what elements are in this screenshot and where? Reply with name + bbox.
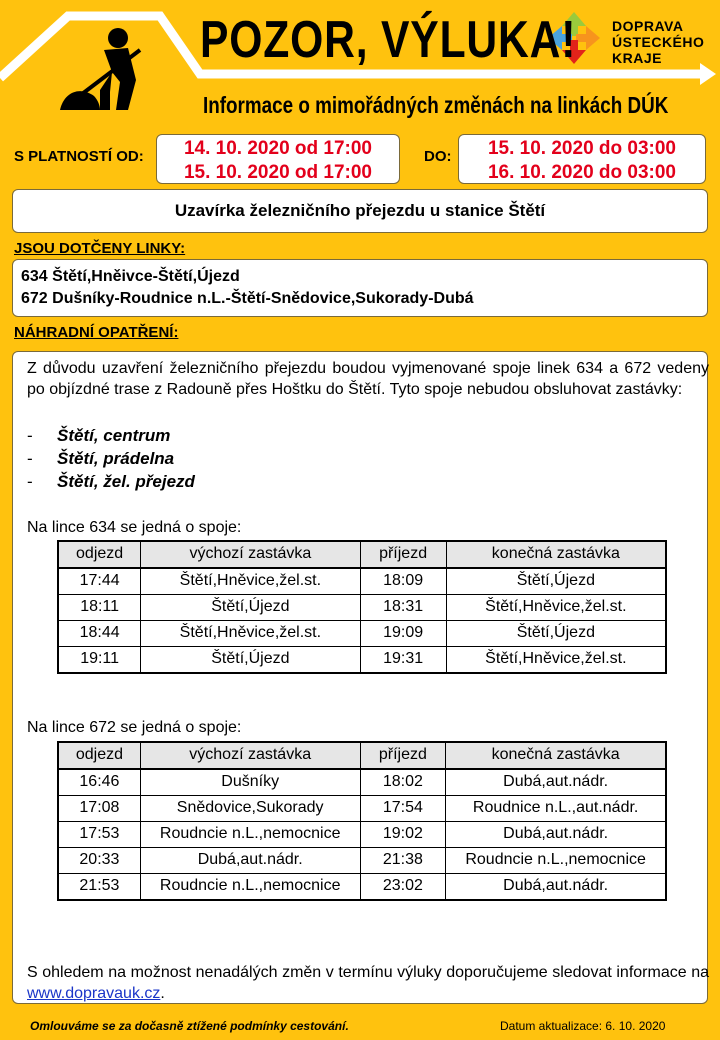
cell-arrival: 18:02 [360, 769, 446, 796]
bullet-dash: - [27, 426, 33, 445]
page-subtitle: Informace o mimořádných změnách na linkách DÚK [203, 92, 669, 118]
bullet-dash: - [27, 472, 33, 491]
validity-to-label: DO: [424, 148, 452, 165]
affected-lines-box [12, 259, 708, 317]
roadworker-icon [60, 28, 140, 110]
stop-name: Štětí, žel. přejezd [57, 472, 195, 491]
cell-destination: Roudncie n.L.,nemocnice [446, 848, 666, 874]
cell-departure: 21:53 [58, 874, 140, 901]
col-header: příjezd [360, 742, 446, 769]
cell-departure: 18:11 [58, 595, 141, 621]
cell-arrival: 23:02 [360, 874, 446, 901]
validity-to-box [458, 134, 706, 184]
stop-item [27, 426, 170, 447]
dopravauk-link[interactable]: www.dopravauk.cz [27, 984, 161, 1002]
col-header: konečná zastávka [446, 541, 666, 568]
measures-box [12, 351, 708, 1004]
affected-label: JSOU DOTČENY LINKY: [14, 240, 186, 257]
footer-updated: Datum aktualizace: 6. 10. 2020 [500, 1019, 666, 1033]
table-row [58, 647, 666, 674]
logo-text [612, 18, 704, 66]
cell-origin: Štětí,Újezd [141, 647, 360, 674]
cell-origin: Snědovice,Sukorady [140, 796, 360, 822]
table-row [58, 568, 666, 595]
validity-from-label: S PLATNOSTÍ OD: [14, 148, 144, 165]
closing-text [27, 963, 709, 1004]
cell-departure: 17:53 [58, 822, 140, 848]
logo-line: DOPRAVA [612, 18, 684, 34]
to-date: 15. 10. 2020 do 03:00 [487, 138, 676, 159]
stop-item [27, 449, 174, 470]
cell-origin: Dušníky [140, 769, 360, 796]
road-arrow-icon [700, 63, 716, 85]
logo-line: ÚSTECKÉHO [612, 34, 705, 50]
from-date: 15. 10. 2020 od 17:00 [183, 162, 372, 183]
table-row [58, 595, 666, 621]
table672-caption: Na lince 672 se jedná o spoje: [27, 719, 242, 736]
headline: Uzavírka železničního přejezdu u stanice Štětí [174, 201, 546, 220]
cell-destination: Dubá,aut.nádr. [446, 874, 666, 901]
cell-departure: 17:08 [58, 796, 140, 822]
footer-apology: Omlouváme se za dočasně ztížené podmínky cestování. [30, 1019, 349, 1033]
cell-arrival: 19:09 [360, 621, 446, 647]
cell-arrival: 21:38 [360, 848, 446, 874]
table634-caption: Na lince 634 se jedná o spoje: [27, 519, 242, 536]
stop-item [27, 472, 195, 493]
cell-departure: 18:44 [58, 621, 141, 647]
table-row [58, 874, 666, 901]
cell-arrival: 18:31 [360, 595, 446, 621]
table-row [58, 796, 666, 822]
cell-origin: Dubá,aut.nádr. [140, 848, 360, 874]
affected-line: 672 Dušníky-Roudnice n.L.-Štětí-Snědovice,Sukorady-Dubá [21, 290, 474, 307]
affected-line: 634 Štětí,Hněivce-Štětí,Újezd [21, 268, 240, 285]
table-672 [57, 741, 667, 901]
measures-intro: Z důvodu uzavření železničního přejezdu boudou vyjmenované spoje linek 634 a 672 vedeny po objízdné trase z Radouně přes Hoštku do Štětí. Tyto spoje nebudou obsluhovat zastávky: [27, 360, 709, 398]
table-header-row [58, 742, 666, 769]
validity-from-box [156, 134, 400, 184]
cell-departure: 17:44 [58, 568, 141, 595]
table-row [58, 822, 666, 848]
table-row [58, 848, 666, 874]
cell-destination: Štětí,Újezd [446, 568, 666, 595]
cell-destination: Štětí,Újezd [446, 621, 666, 647]
closing-period: . [160, 984, 165, 1002]
col-header: výchozí zastávka [141, 541, 360, 568]
logo-line: KRAJE [612, 50, 662, 66]
to-date: 16. 10. 2020 do 03:00 [487, 162, 676, 183]
table-634 [57, 540, 667, 674]
closing-sentence: S ohledem na možnost nenadálých změn v termínu výluky doporučujeme sledovat informace na [27, 964, 709, 981]
col-header: odjezd [58, 541, 141, 568]
cell-destination: Štětí,Hněvice,žel.st. [446, 595, 666, 621]
cell-departure: 20:33 [58, 848, 140, 874]
col-header: konečná zastávka [446, 742, 666, 769]
cell-origin: Štětí,Újezd [141, 595, 360, 621]
stop-name: Štětí, centrum [57, 426, 171, 445]
measures-label: NÁHRADNÍ OPATŘENÍ: [14, 324, 179, 341]
bullet-dash: - [27, 449, 33, 468]
cell-origin: Štětí,Hněvice,žel.st. [141, 621, 360, 647]
cell-arrival: 19:31 [360, 647, 446, 674]
cell-arrival: 17:54 [360, 796, 446, 822]
cell-arrival: 19:02 [360, 822, 446, 848]
page-title: POZOR, VÝLUKA! [200, 11, 577, 69]
cell-origin: Roudncie n.L.,nemocnice [140, 874, 360, 901]
stop-name: Štětí, prádelna [57, 449, 175, 468]
table-header-row [58, 541, 666, 568]
cell-destination: Dubá,aut.nádr. [446, 822, 666, 848]
cell-arrival: 18:09 [360, 568, 446, 595]
col-header: výchozí zastávka [140, 742, 360, 769]
cell-destination: Dubá,aut.nádr. [446, 769, 666, 796]
cell-origin: Štětí,Hněvice,žel.st. [141, 568, 360, 595]
cell-departure: 19:11 [58, 647, 141, 674]
cell-departure: 16:46 [58, 769, 140, 796]
cell-destination: Roudnice n.L.,aut.nádr. [446, 796, 666, 822]
table-row [58, 621, 666, 647]
cell-origin: Roudncie n.L.,nemocnice [140, 822, 360, 848]
headline-box [12, 189, 708, 233]
col-header: odjezd [58, 742, 140, 769]
from-date: 14. 10. 2020 od 17:00 [183, 138, 372, 159]
table-row [58, 769, 666, 796]
col-header: příjezd [360, 541, 446, 568]
cell-destination: Štětí,Hněvice,žel.st. [446, 647, 666, 674]
